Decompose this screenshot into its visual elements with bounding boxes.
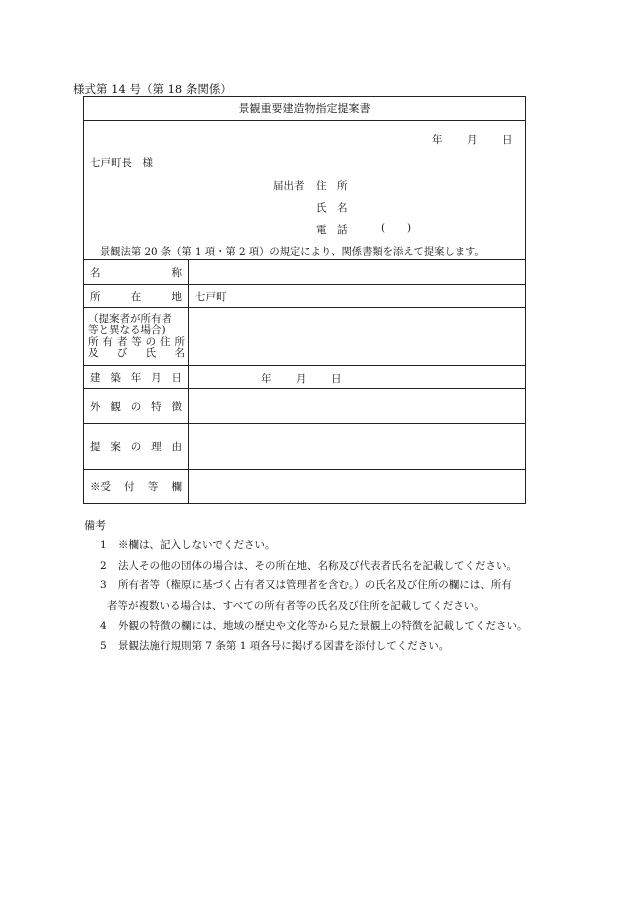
label-char: 名 xyxy=(90,266,101,279)
note-item xyxy=(100,558,517,573)
note-text: ※欄は、記入しないでください。 xyxy=(118,539,276,551)
label-char: 等 xyxy=(131,335,142,348)
label-char: 理 xyxy=(151,441,162,453)
note-number: 4 xyxy=(100,620,107,632)
note-item xyxy=(100,618,528,633)
phone-paren-open: ( xyxy=(381,222,386,234)
addressee: 七戸町長 様 xyxy=(90,157,153,169)
label-char: ※受 xyxy=(90,481,111,493)
label-char: 地 xyxy=(171,290,182,303)
location-cell-label xyxy=(84,285,189,307)
row-built-date xyxy=(84,366,525,389)
row-name xyxy=(84,260,525,285)
label-char: 所 xyxy=(88,335,99,348)
proposal-form xyxy=(83,96,526,504)
reception-field xyxy=(189,470,525,503)
label-char: 付 xyxy=(124,481,135,493)
label-char: 築 xyxy=(110,371,121,384)
name-label: 氏 名 xyxy=(316,202,348,214)
note-text-continued: 者等が複数いる場合は、すべての所有者等の氏名及び住所を記載してください。 xyxy=(107,600,485,612)
label-char: 年 xyxy=(130,371,142,384)
note-text: 法人その他の団体の場合は、その所在地、名称及び代表者氏名を記載してください。 xyxy=(118,560,517,572)
location-input[interactable]: 七戸町 xyxy=(195,290,227,303)
proposer-label-line3 xyxy=(88,337,185,349)
label-char: 特 xyxy=(151,400,162,413)
note-item xyxy=(100,537,276,552)
reason-input[interactable] xyxy=(189,424,525,469)
row-proposer xyxy=(84,308,525,366)
label-char: 氏 xyxy=(145,347,157,359)
label-char: 者 xyxy=(116,335,128,348)
label-char: 等 xyxy=(147,481,159,493)
label-char: の xyxy=(145,335,157,348)
note-number: 2 xyxy=(100,560,107,572)
date-day-label: 日 xyxy=(502,134,513,146)
built-month-label: 月 xyxy=(296,373,307,385)
label-char: 案 xyxy=(110,441,121,453)
proposer-cell-label xyxy=(84,308,189,365)
note-text: 景観法施行規則第 7 条第 1 項各号に掲げる図書を添付してください。 xyxy=(118,640,450,652)
label-char: の xyxy=(130,441,142,453)
note-number: 3 xyxy=(100,579,107,591)
row-features xyxy=(84,389,525,424)
label-char: 月 xyxy=(151,371,162,384)
form-header xyxy=(84,121,525,260)
label-char: 外 xyxy=(90,400,101,413)
label-char: 在 xyxy=(130,290,142,303)
name-input[interactable] xyxy=(189,260,525,284)
note-item xyxy=(100,638,449,653)
form-title: 景観重要建造物指定提案書 xyxy=(84,97,525,121)
label-char: 徴 xyxy=(171,400,182,413)
note-item xyxy=(100,577,512,592)
date-month-label: 月 xyxy=(467,134,478,146)
note-number: 1 xyxy=(100,539,107,551)
date-year-label: 年 xyxy=(432,134,443,146)
features-cell-label xyxy=(84,389,189,423)
notifier-label: 届出者 xyxy=(273,180,305,192)
label-char: 観 xyxy=(110,400,121,413)
label-char: 所 xyxy=(174,335,185,348)
reception-cell-label xyxy=(84,470,189,503)
label-char: 欄 xyxy=(171,481,182,493)
label-char: び xyxy=(116,347,128,359)
features-input[interactable] xyxy=(189,389,525,423)
label-char: の xyxy=(130,400,142,413)
form-number: 様式第 14 号（第 18 条関係） xyxy=(73,82,232,96)
label-char: 提 xyxy=(90,441,101,453)
row-reception xyxy=(84,470,525,503)
label-char: 称 xyxy=(171,266,182,279)
proposer-input[interactable] xyxy=(189,308,525,365)
notes-heading: 備考 xyxy=(84,519,106,532)
proposer-label-line2: 等と異なる場合) xyxy=(88,324,166,336)
built-date-cell-label xyxy=(84,366,189,388)
label-char: 住 xyxy=(160,335,171,348)
name-cell-label xyxy=(84,260,189,284)
label-char: 及 xyxy=(88,347,99,359)
label-char: 所 xyxy=(90,290,101,303)
reason-cell-label xyxy=(84,424,189,469)
label-char: 日 xyxy=(171,371,182,384)
row-location xyxy=(84,285,525,308)
label-char: 由 xyxy=(171,441,182,453)
note-text: 外観の特徴の欄には、地域の歴史や文化等から見た景観上の特徴を記載してください。 xyxy=(118,620,528,632)
note-number: 5 xyxy=(100,640,107,652)
row-reason xyxy=(84,424,525,470)
label-char: 有 xyxy=(102,335,113,348)
built-year-label: 年 xyxy=(261,373,272,385)
address-label: 住 所 xyxy=(316,180,348,192)
proposer-label-line1: （提案者が所有者 xyxy=(88,312,172,325)
note-text: 所有者等（権原に基づく占有者又は管理者を含む。）の氏名及び住所の欄には、所有 xyxy=(118,579,512,591)
proposer-label-line4 xyxy=(88,348,185,360)
built-day-label: 日 xyxy=(331,373,342,385)
phone-label: 電 話 xyxy=(316,224,348,236)
proposal-statement: 景観法第 20 条（第 1 項・第 2 項）の規定により、関係書類を添えて提案します。 xyxy=(100,246,485,258)
label-char: 名 xyxy=(174,347,185,359)
phone-paren-close: ) xyxy=(407,222,412,234)
label-char: 建 xyxy=(90,371,101,384)
built-date-input[interactable] xyxy=(189,366,525,388)
